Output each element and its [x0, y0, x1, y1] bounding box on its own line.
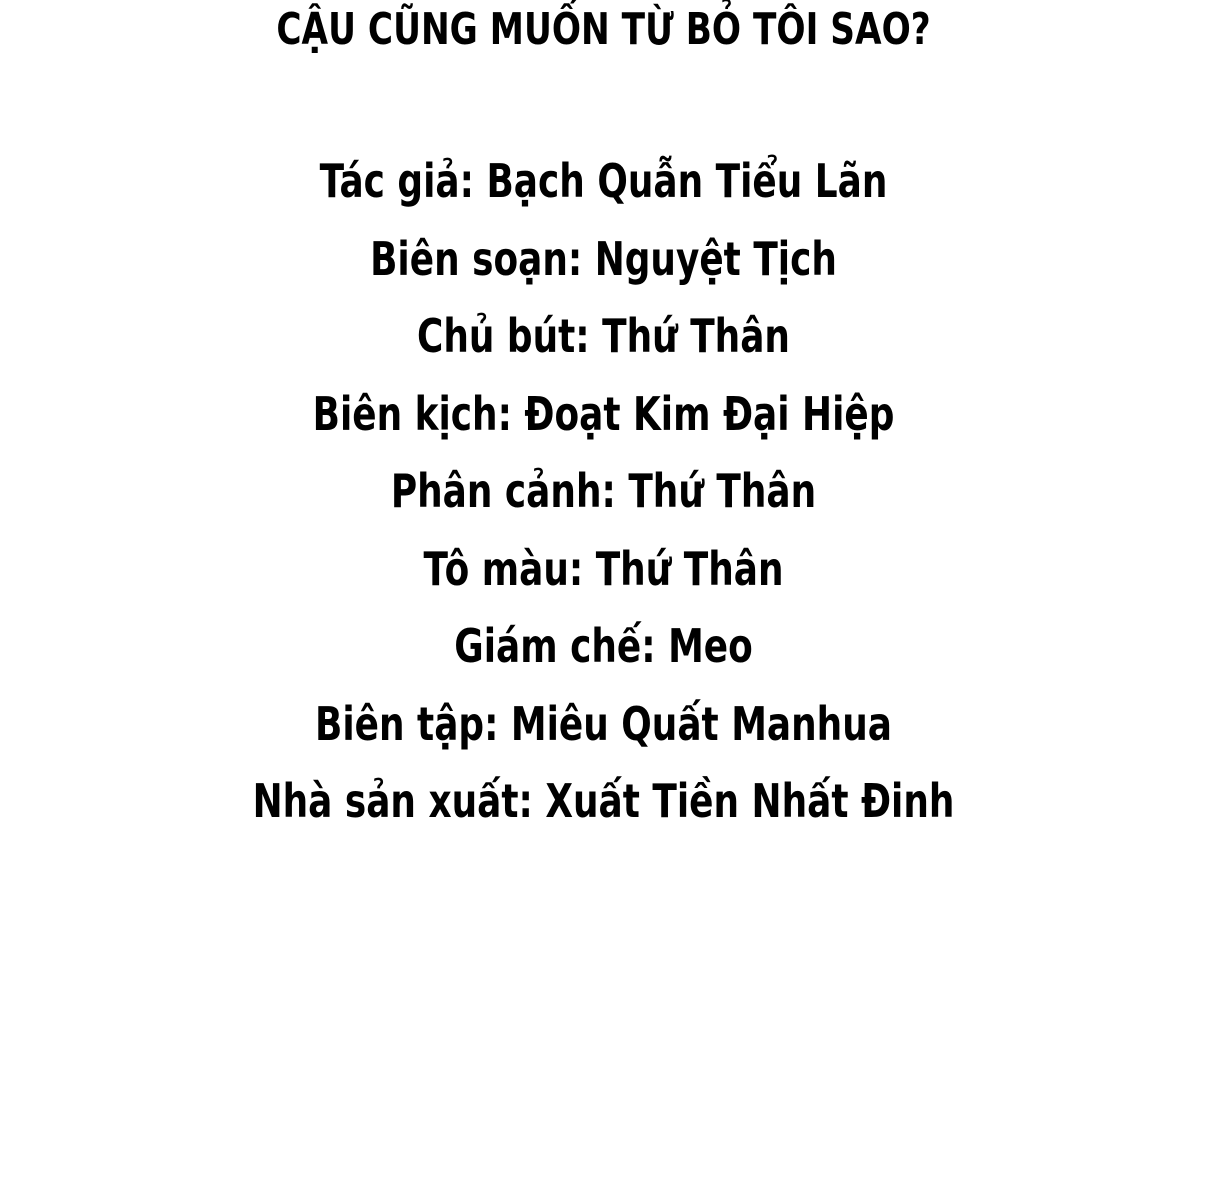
credit-storyboard: Phân cảnh: Thứ Thân — [390, 464, 817, 518]
credit-lead-artist: Chủ bút: Thứ Thân — [417, 309, 790, 363]
credit-author: Tác giả: Bạch Quẫn Tiểu Lãn — [319, 154, 888, 208]
credit-publisher-editor: Biên tập: Miêu Quất Manhua — [315, 696, 892, 751]
credits-list — [0, 150, 1207, 848]
page-title: CẬU CŨNG MUỐN TỪ BỎ TÔI SAO? — [276, 4, 931, 55]
credit-scriptwriter: Biên kịch: Đoạt Kim Đại Hiệp — [312, 386, 895, 441]
credit-supervisor: Giám chế: Meo — [454, 619, 753, 673]
credit-colorist: Tô màu: Thứ Thân — [423, 541, 784, 596]
credit-editor: Biên soạn: Nguyệt Tịch — [370, 231, 837, 286]
credit-producer: Nhà sản xuất: Xuất Tiền Nhất Đinh — [252, 774, 955, 828]
